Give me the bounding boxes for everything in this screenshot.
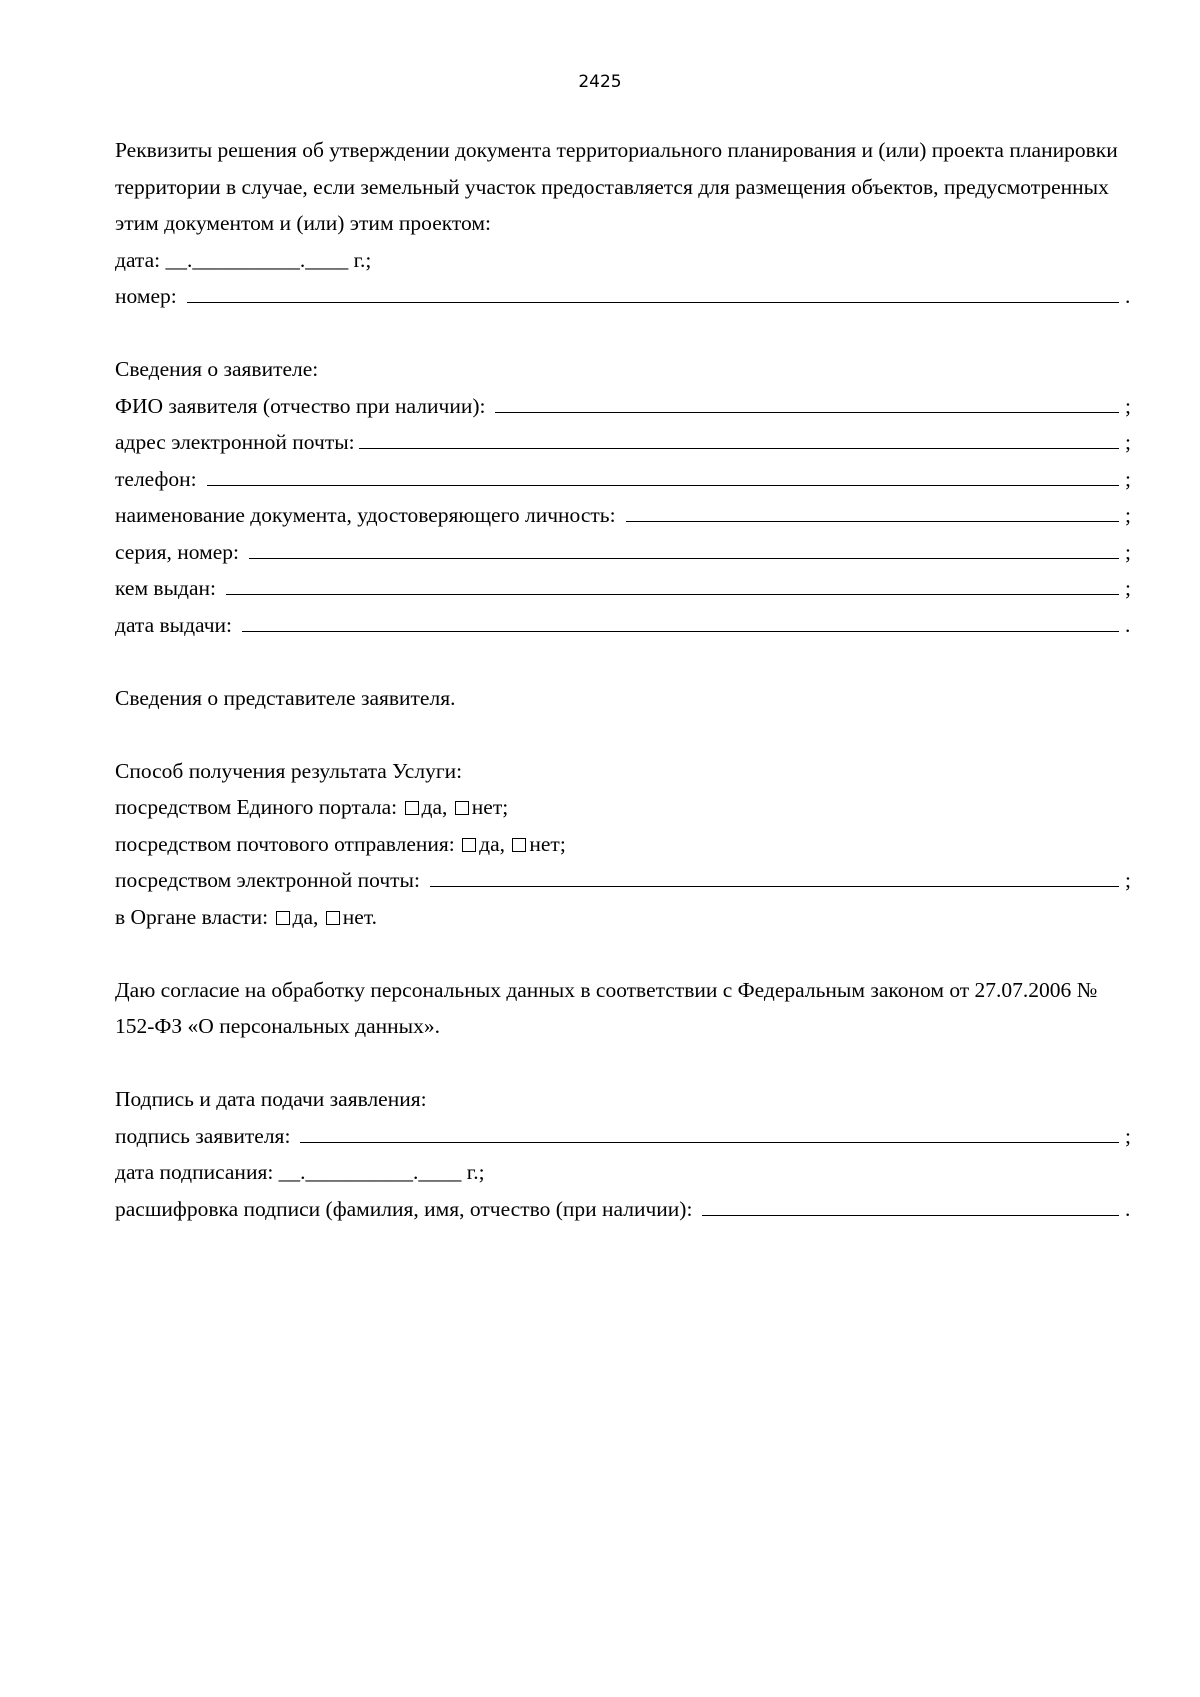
consent-text: Даю согласие на обработку персональных данных в соответствии с Федеральным законом от 27.07.2006 № 152-ФЗ «О персональных данных». bbox=[115, 977, 1098, 1038]
applicant-id-doc-label: наименование документа, удостоверяющего личность: bbox=[115, 503, 616, 527]
applicant-email-field bbox=[115, 424, 1135, 461]
delivery-portal-yes-label: да, bbox=[421, 795, 448, 819]
form-body bbox=[115, 132, 1135, 1227]
applicant-phone-label: телефон: bbox=[115, 466, 197, 491]
decision-date-line[interactable]: дата: __.__________.____ г.; bbox=[115, 247, 372, 272]
applicant-series-number-end: ; bbox=[1125, 539, 1131, 564]
signature-decode-input-line[interactable] bbox=[702, 1193, 1119, 1216]
applicant-id-doc-field bbox=[115, 497, 1135, 534]
delivery-mail-no-label: нет; bbox=[529, 831, 566, 856]
decision-number-label: номер: bbox=[115, 284, 177, 308]
signature-decode-end: . bbox=[1125, 1196, 1131, 1221]
applicant-phone-input-line[interactable] bbox=[207, 463, 1119, 486]
applicant-email-label: адрес электронной почты: bbox=[115, 430, 355, 454]
delivery-email-end: ; bbox=[1125, 868, 1131, 892]
applicant-issue-date-label: дата выдачи: bbox=[115, 612, 233, 637]
signature-decode-label: расшифровка подписи (фамилия, имя, отчество (при наличии): bbox=[115, 1196, 693, 1221]
applicant-fio-end: ; bbox=[1125, 393, 1131, 418]
delivery-email-label: посредством электронной почты: bbox=[115, 868, 420, 892]
delivery-authority-no-label: нет. bbox=[342, 904, 377, 929]
applicant-id-doc-input-line[interactable] bbox=[626, 499, 1119, 522]
delivery-authority-yes-label: да, bbox=[292, 904, 319, 929]
applicant-series-number-label: серия, номер: bbox=[115, 539, 239, 564]
delivery-portal-no-label: нет; bbox=[471, 795, 509, 819]
applicant-issued-by-input-line[interactable] bbox=[226, 572, 1119, 595]
decision-number-field bbox=[115, 278, 1135, 315]
signature-sign-label: подпись заявителя: bbox=[115, 1123, 291, 1148]
applicant-series-number-input-line[interactable] bbox=[249, 536, 1119, 559]
decision-number-input-line[interactable] bbox=[187, 280, 1119, 303]
applicant-id-doc-end: ; bbox=[1125, 503, 1131, 527]
intro-text: Реквизиты решения об утверждении документа территориального планирования и (или) проекта планировки территории в случае, если земельный участок предоставляется для размещения объектов, предусмотренных этим документом и (или) этим проектом: bbox=[115, 138, 1118, 235]
applicant-issued-by-end: ; bbox=[1125, 576, 1131, 600]
delivery-heading: Способ получения результата Услуги: bbox=[115, 758, 463, 783]
signature-sign-field bbox=[115, 1118, 1135, 1155]
delivery-authority-row bbox=[115, 899, 1135, 936]
signature-sign-end: ; bbox=[1125, 1123, 1131, 1148]
representative-heading: Сведения о представителе заявителя. bbox=[115, 685, 456, 710]
signature-date-line[interactable]: дата подписания: __.__________.____ г.; bbox=[115, 1160, 485, 1184]
delivery-authority-yes-checkbox[interactable] bbox=[276, 911, 290, 925]
applicant-fio-input-line[interactable] bbox=[495, 390, 1119, 413]
applicant-phone-field bbox=[115, 461, 1135, 498]
applicant-series-number-field bbox=[115, 534, 1135, 571]
decision-number-end: . bbox=[1125, 284, 1131, 308]
delivery-mail-no-checkbox[interactable] bbox=[512, 838, 526, 852]
applicant-fio-label: ФИО заявителя (отчество при наличии): bbox=[115, 393, 486, 418]
delivery-email-field bbox=[115, 862, 1135, 899]
delivery-authority-label: в Органе власти: bbox=[115, 904, 269, 929]
delivery-portal-label: посредством Единого портала: bbox=[115, 795, 398, 819]
applicant-issue-date-field bbox=[115, 607, 1135, 644]
applicant-email-end: ; bbox=[1125, 430, 1131, 454]
signature-heading: Подпись и дата подачи заявления: bbox=[115, 1087, 427, 1111]
delivery-portal-row bbox=[115, 789, 1135, 826]
delivery-email-input-line[interactable] bbox=[430, 864, 1119, 887]
applicant-fio-field bbox=[115, 388, 1135, 425]
delivery-mail-label: посредством почтового отправления: bbox=[115, 831, 455, 856]
applicant-email-input-line[interactable] bbox=[359, 426, 1119, 449]
signature-decode-field bbox=[115, 1191, 1135, 1228]
applicant-phone-end: ; bbox=[1125, 466, 1131, 491]
applicant-issue-date-end: . bbox=[1125, 612, 1131, 637]
applicant-issued-by-label: кем выдан: bbox=[115, 576, 216, 600]
delivery-mail-row bbox=[115, 826, 1135, 863]
delivery-portal-no-checkbox[interactable] bbox=[455, 801, 469, 815]
delivery-mail-yes-checkbox[interactable] bbox=[462, 838, 476, 852]
applicant-issued-by-field bbox=[115, 570, 1135, 607]
signature-sign-input-line[interactable] bbox=[300, 1120, 1119, 1143]
applicant-issue-date-input-line[interactable] bbox=[242, 609, 1119, 632]
delivery-mail-yes-label: да, bbox=[479, 831, 505, 856]
delivery-authority-no-checkbox[interactable] bbox=[326, 911, 340, 925]
delivery-portal-yes-checkbox[interactable] bbox=[405, 801, 419, 815]
applicant-heading: Сведения о заявителе: bbox=[115, 357, 319, 381]
page-number: 2425 bbox=[578, 72, 622, 92]
